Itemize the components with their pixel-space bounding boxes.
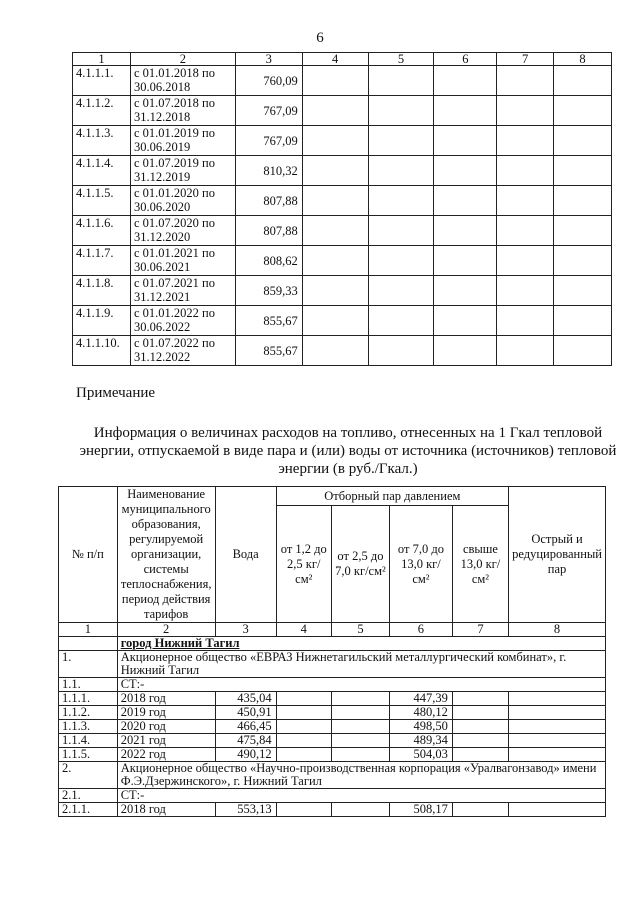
empty-cell [368,96,434,126]
empty-cell [434,96,497,126]
steam-7-13-value: 447,39 [390,692,453,706]
row-value: 808,62 [235,246,302,276]
row-number: 4.1.1.1. [73,66,131,96]
row-number: 1.1.1. [59,692,118,706]
empty-cell [276,706,331,720]
empty-cell [509,748,606,762]
water-value: 450,91 [215,706,276,720]
header-p1: от 1,2 до 2,5 кг/см² [276,506,331,623]
row-year: 2020 год [117,720,215,734]
empty-cell [497,306,554,336]
header-p3: от 7,0 до 13,0 кг/см² [390,506,453,623]
table-row [73,216,612,246]
col-num: 7 [452,623,508,637]
empty-cell [554,126,612,156]
system-name: СТ:- [117,678,605,692]
empty-cell [331,803,389,817]
empty-cell [434,156,497,186]
col-num: 8 [554,53,612,66]
empty-cell [368,276,434,306]
empty-cell [497,276,554,306]
table-row [59,706,606,720]
header-p2: от 2,5 до 7,0 кг/см² [331,506,389,623]
col-num: 5 [331,623,389,637]
row-number: 4.1.1.4. [73,156,131,186]
row-value: 760,09 [235,66,302,96]
table-row [73,156,612,186]
empty-cell [331,734,389,748]
table-row [73,246,612,276]
header-steam-group: Отборный пар давлением [276,487,508,506]
empty-cell [509,720,606,734]
empty-cell [434,276,497,306]
header-sharp-steam: Острый и редуцированный пар [509,487,606,623]
row-value: 807,88 [235,186,302,216]
row-period: с 01.01.2021 по 30.06.2021 [130,246,235,276]
city-name: город Нижний Тагил [117,637,605,651]
page-number: 6 [316,30,324,46]
table-row [59,748,606,762]
org-num: 2. [59,762,118,789]
tariff-table-continued [72,52,612,366]
empty-cell [554,66,612,96]
row-value: 767,09 [235,96,302,126]
row-period: с 01.07.2018 по 31.12.2018 [130,96,235,126]
empty-cell [452,748,508,762]
empty-cell [497,66,554,96]
empty-cell [497,336,554,366]
row-value: 855,67 [235,336,302,366]
system-num: 2.1. [59,789,118,803]
row-year: 2021 год [117,734,215,748]
empty-cell [554,276,612,306]
empty-cell [554,156,612,186]
empty-cell [452,734,508,748]
col-num: 3 [235,53,302,66]
empty-cell [509,706,606,720]
system-num: 1.1. [59,678,118,692]
row-period: с 01.01.2019 по 30.06.2019 [130,126,235,156]
water-value: 475,84 [215,734,276,748]
empty-cell [554,306,612,336]
empty-cell [331,720,389,734]
empty-cell [302,216,368,246]
empty-cell [302,126,368,156]
table-row [73,66,612,96]
row-value: 855,67 [235,306,302,336]
row-period: с 01.01.2022 по 30.06.2022 [130,306,235,336]
column-numbers-row [59,623,606,637]
row-value: 810,32 [235,156,302,186]
table-row [59,720,606,734]
empty-cell [434,66,497,96]
empty-cell [302,66,368,96]
col-num: 8 [509,623,606,637]
empty-cell [276,748,331,762]
row-number: 4.1.1.5. [73,186,131,216]
empty-cell [497,126,554,156]
empty-cell [368,156,434,186]
col-num: 7 [497,53,554,66]
empty-cell [368,186,434,216]
col-num: 1 [73,53,131,66]
row-period: с 01.07.2021 по 31.12.2021 [130,276,235,306]
empty-cell [554,246,612,276]
table-row [73,96,612,126]
col-num: 2 [130,53,235,66]
empty-cell [368,126,434,156]
empty-cell [331,706,389,720]
row-period: с 01.01.2018 по 30.06.2018 [130,66,235,96]
column-numbers-row [73,53,612,66]
empty-cell [434,336,497,366]
empty-cell [368,306,434,336]
empty-cell [368,216,434,246]
empty-cell [554,216,612,246]
fuel-cost-table [58,486,606,817]
empty-cell [452,706,508,720]
note-heading: Примечание [76,385,156,401]
row-year: 2018 год [117,803,215,817]
row-number: 1.1.5. [59,748,118,762]
header-name: Наименование муниципального образования, регулируемой организации, системы теплоснабжения, период действия тарифов [117,487,215,623]
empty-cell [497,156,554,186]
table-row [73,276,612,306]
empty-cell [434,246,497,276]
col-num: 5 [368,53,434,66]
table-row [73,126,612,156]
table-row [73,186,612,216]
header-num: № п/п [59,487,118,623]
empty-cell [302,306,368,336]
steam-7-13-value: 489,34 [390,734,453,748]
empty-cell [302,186,368,216]
empty-cell [331,692,389,706]
col-num: 6 [434,53,497,66]
org-name: Акционерное общество «ЕВРАЗ Нижнетагильский металлургический комбинат», г. Нижний Тагил [117,651,605,678]
table-row [59,692,606,706]
empty-cell [497,96,554,126]
empty-cell [509,803,606,817]
row-number: 1.1.3. [59,720,118,734]
empty-cell [434,216,497,246]
empty-cell [452,720,508,734]
steam-7-13-value: 504,03 [390,748,453,762]
empty-cell [302,96,368,126]
row-period: с 01.01.2020 по 30.06.2020 [130,186,235,216]
row-value: 859,33 [235,276,302,306]
table-row [59,803,606,817]
empty-cell [509,692,606,706]
row-period: с 01.07.2019 по 31.12.2019 [130,156,235,186]
empty-cell [554,336,612,366]
row-value: 767,09 [235,126,302,156]
empty-cell [331,748,389,762]
col-num: 2 [117,623,215,637]
steam-7-13-value: 480,12 [390,706,453,720]
empty-cell [497,186,554,216]
col-num: 4 [302,53,368,66]
row-number: 4.1.1.10. [73,336,131,366]
row-number: 4.1.1.3. [73,126,131,156]
empty-cell [452,803,508,817]
row-number: 4.1.1.7. [73,246,131,276]
empty-cell [302,246,368,276]
table-row [73,336,612,366]
water-value: 435,04 [215,692,276,706]
empty-cell [302,336,368,366]
empty-cell [554,186,612,216]
water-value: 466,45 [215,720,276,734]
empty-cell [276,734,331,748]
row-number: 1.1.4. [59,734,118,748]
col-num: 3 [215,623,276,637]
row-number: 4.1.1.2. [73,96,131,126]
empty-cell [497,246,554,276]
row-number: 1.1.2. [59,706,118,720]
row-period: с 01.07.2020 по 31.12.2020 [130,216,235,246]
col-num: 4 [276,623,331,637]
row-number: 4.1.1.9. [73,306,131,336]
empty-cell [434,186,497,216]
col-num: 1 [59,623,118,637]
empty-cell [276,803,331,817]
empty-cell [368,246,434,276]
steam-7-13-value: 498,50 [390,720,453,734]
water-value: 490,12 [215,748,276,762]
empty-cell [302,276,368,306]
col-num: 6 [390,623,453,637]
empty-cell [554,96,612,126]
empty-cell [434,306,497,336]
org-name: Акционерное общество «Научно-производственная корпорация «Уралвагонзавод» имени Ф.Э.Дзержинского», г. Нижний Тагил [117,762,605,789]
water-value: 553,13 [215,803,276,817]
empty-cell [497,216,554,246]
empty-cell [509,734,606,748]
header-p4: свыше 13,0 кг/см² [452,506,508,623]
row-year: 2019 год [117,706,215,720]
table-row [59,734,606,748]
empty-cell [276,720,331,734]
row-number: 4.1.1.8. [73,276,131,306]
empty-cell [368,66,434,96]
row-period: с 01.07.2022 по 31.12.2022 [130,336,235,366]
table-row [73,306,612,336]
row-value: 807,88 [235,216,302,246]
row-number: 2.1.1. [59,803,118,817]
row-year: 2018 год [117,692,215,706]
row-number: 4.1.1.6. [73,216,131,246]
empty-cell [434,126,497,156]
row-year: 2022 год [117,748,215,762]
empty-cell [276,692,331,706]
steam-7-13-value: 508,17 [390,803,453,817]
empty-cell [452,692,508,706]
system-name: СТ:- [117,789,605,803]
table-caption: Информация о величинах расходов на топливо, отнесенных на 1 Гкал тепловой энергии, отпускаемой в виде пара и (или) воды от источника (источников) тепловой энергии (в руб./Гкал.) [79,425,617,477]
empty-cell [368,336,434,366]
header-water: Вода [215,487,276,623]
org-num: 1. [59,651,118,678]
empty-cell [302,156,368,186]
